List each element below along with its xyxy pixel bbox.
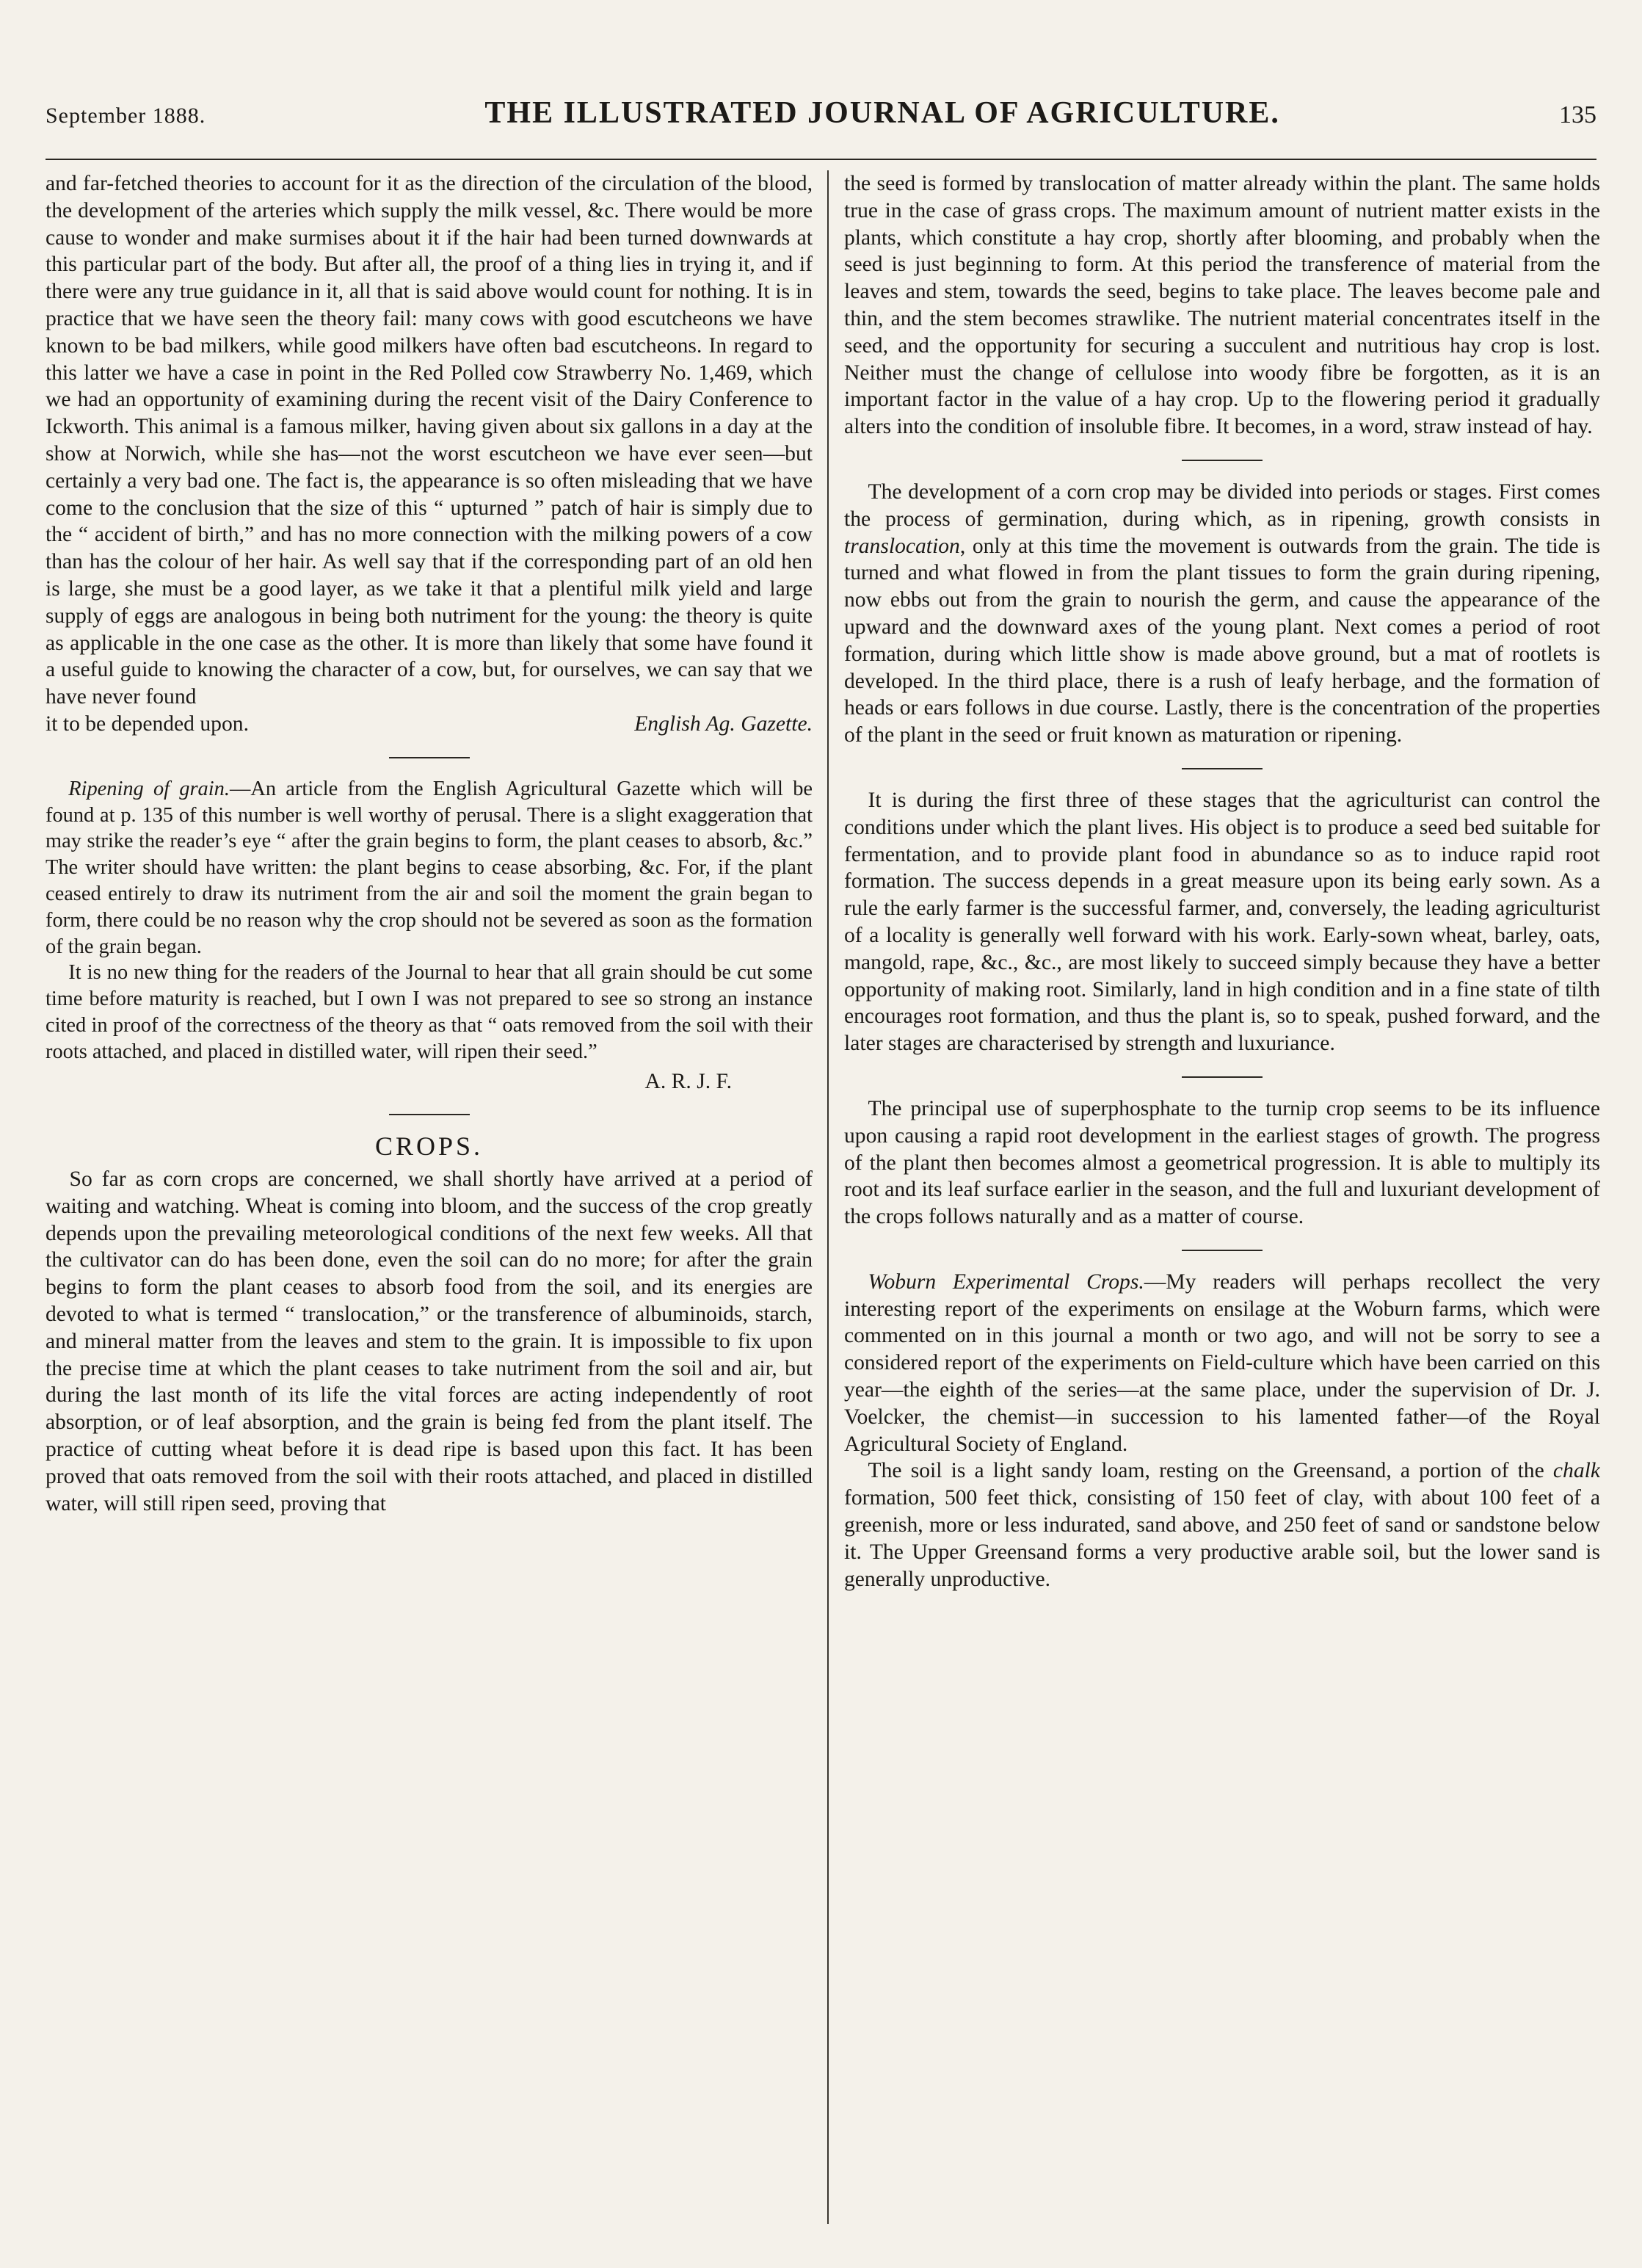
soil-paragraph (844, 1457, 1600, 1593)
ripening-paragraph-1 (46, 776, 813, 960)
running-header (46, 95, 1596, 160)
woburn-heading: Woburn Experimental Crops. (868, 1269, 1144, 1294)
crops-continued-paragraph: the seed is formed by translocation of matter already within the plant. The same holds true in the case of grass crops. The maximum amount of nutrient matter exists in the plants, which constitute a hay crop, shortly after blooming, and probably when the seed is just beginning to form. At this period the transference of material from the leaves and stem, towards the seed, begins to take place. The leaves become pale and thin, and the stem becomes strawlike. The nutrient material concentrates itself in the seed, and the opportunity for securing a succulent and nutritious hay crop is lost. Neither must the change of cellulose into woody fibre be forgotten, as it is an important factor in the value of a hay crop. Up to the flowering period it gradually alters into the condition of insoluble fibre. It becomes, in a word, straw instead of hay. (844, 172, 1600, 439)
crops-section-title: CROPS. (374, 1131, 484, 1162)
section-rule (389, 757, 470, 758)
translocation-term: translocation (844, 534, 960, 558)
soil-text-b: formation, 500 feet thick, consisting of 150 feet of clay, with about 100 feet of a greenish, more or less indurated, sand above, and 250 feet of sand or sandstone below it. The Upper Greensand forms a very productive arable soil, but the lower sand is generally unproductive. (844, 1486, 1600, 1591)
section-rule (389, 1114, 470, 1115)
section-rule (1182, 1076, 1263, 1078)
right-column (844, 170, 1600, 2224)
column-divider (827, 170, 829, 2224)
woburn-text: —My readers will perhaps recollect the very interesting report of the experiments on ensilage at the Woburn farms, which were commented on in this journal a month or two ago, and will not be sorry to see a considered report of the experiments on Field-culture which have been carried on this year—the eighth of the series—at the same place, under the supervision of Dr. J. Voelcker, the chemist—in succession to his lamented father—of the Royal Agricultural Society of England. (844, 1269, 1600, 1456)
ripening-paragraph-2: It is no new thing for the readers of the Journal to hear that all grain should be cut some time before maturity is reached, but I own I was not prepared to see so strong an instance cited in proof of the correctness of the theory as that “ oats removed from the soil with their roots attached, and placed in distilled water, will ripen their seed.” (46, 961, 813, 1063)
left-column (46, 170, 813, 2224)
agriculturist-paragraph: It is during the first three of these stages that the agriculturist can control the conditions under which the plant lives. His object is to produce a seed bed suitable for fermentation, and to provide plant food in abundance so as to induce rapid root formation. The success depends in a great measure upon its being early sown. As a rule the early farmer is the successful farmer, and, conversely, the leading agriculturist of a locality is generally well forward with his work. Early-sown wheat, barley, oats, mangold, rape, &c., &c., are most likely to succeed simply because they have a better opportunity of making root. Similarly, land in high condition and in a fine state of tilth encourages root formation, and thus the plant is, so to speak, pushed forward, and the later stages are characterised by strength and luxuriance. (844, 788, 1600, 1056)
corn-development-text-a: The development of a corn crop may be divided into periods or stages. First comes the process of germination, during which, as in ripening, growth consists in (844, 479, 1600, 531)
crops-paragraph-1: So far as corn crops are concerned, we shall shortly have arrived at a period of waiting and watching. Wheat is coming into bloom, and the success of the crop greatly depends upon the prevailing meteorological conditions of the next few weeks. All that the cultivator can do has been done, even the soil can do no more; for after the grain begins to form the plant ceases to absorb food from the soil, and its energies are devoted to what is termed “ translocation,” or the transference of albuminoids, starch, and mineral matter from the leaves and stem to the grain. It is impossible to fix upon the precise time at which the plant ceases to take nutriment from the soil and air, but during the last month of its life the vital forces are acting independently of root absorption, or of leaf absorption, and the grain is being fed from the plant itself. The practice of cutting wheat before it is dead ripe is based upon this fact. It has been proved that oats removed from the soil with their roots attached, and placed in distilled water, will still ripen seed, proving that (46, 1167, 813, 1515)
section-rule (1182, 768, 1263, 769)
superphosphate-paragraph: The principal use of superphosphate to the turnip crop seems to be its influence upon causing a rapid root development in the earliest stages of growth. The progress of the plant then becomes almost a geometrical progression. It is able to multiply its root and its leaf surface earlier in the season, and the full and luxuriant development of the crops follows naturally and as a matter of course. (844, 1096, 1600, 1229)
corn-development-text-b: , only at this time the movement is outwards from the grain. The tide is turned and what flowed in from the plant tissues to form the grain during ripening, now ebbs out from the grain to nourish the germ, and cause the appearance of the upward and the downward axes of the young plant. Next comes a period of root formation, during which little show is made above ground, but a mat of rootlets is developed. In the third place, there is a rush of leafy herbage, and the formation of heads or ears follows in due course. Lastly, there is the concentration of the properties of the plant in the seed or fruit known as maturation or ripening. (844, 534, 1600, 747)
chalk-term: chalk (1552, 1459, 1600, 1483)
author-initials: A. R. J. F. (644, 1069, 732, 1093)
header-date: September 1888. (46, 104, 206, 128)
section-rule (1182, 1250, 1263, 1251)
milk-article-paragraph: and far-fetched theories to account for it as the direction of the circulation of the blood, the development of the arteries which supply the milk vessel, &c. There would be more cause to wonder and make surmises about it if the hair had been turned downwards at this particular part of the body. But after all, the proof of a thing lies in trying it, and if there were any true guidance in it, all that is said above would count for nothing. It is in practice that we have seen the theory fail: many cows with good escutcheons we have known to be bad milkers, while good milkers have often bad escutcheons. In regard to this latter we have a case in point in the Red Polled cow Strawberry No. 1,469, which we had an opportunity of examining during the recent visit of the Dairy Conference to Ickworth. This animal is a famous milker, having given about six gallons in a day at the show at Norwich, while she has—not the worst escutcheon we have ever seen—but certainly a very bad one. The fact is, the appearance is so often misleading that we have come to the conclusion that the size of this “ upturned ” patch of hair is simply due to the “ accident of birth,” and has no more connection with the milking powers of a cow than has the colour of her hair. As well say that if the corresponding part of an old hen is large, she must be a good layer, as we take it that a plentiful milk yield and large supply of eggs are analogous in being both nutriment for the young: the theory is quite as applicable in the one case as the other. It is more than likely that some have found it a useful guide to knowing the character of a cow, but, for ourselves, we can say that we have never found (46, 172, 813, 709)
milk-article-closing-line (46, 711, 813, 738)
page-number: 135 (1558, 101, 1596, 128)
milk-article-last-line: it to be depended upon. (46, 711, 249, 736)
journal-title: THE ILLUSTRATED JOURNAL OF AGRICULTURE. (484, 96, 1280, 130)
woburn-paragraph (844, 1269, 1600, 1458)
source-attribution: English Ag. Gazette. (634, 711, 813, 736)
soil-text-a: The soil is a light sandy loam, resting on the Greensand, a portion of the (868, 1459, 1544, 1483)
corn-development-paragraph (844, 479, 1600, 749)
section-rule (1182, 460, 1263, 461)
ripening-heading: Ripening of grain. (68, 777, 230, 800)
ripening-text-1: —An article from the English Agricultural Gazette which will be found at p. 135 of this number is well worthy of perusal. There is a slight exaggeration that may strike the reader’s eye “ after the grain begins to form, the plant ceases to absorb, &c.” The writer should have written: the plant begins to cease absorbing, &c. For, if the plant ceased entirely to draw its nutriment from the air and soil the moment the grain began to form, there could be no reason why the crop should not be severed as soon as the formation of the grain began. (46, 777, 813, 958)
